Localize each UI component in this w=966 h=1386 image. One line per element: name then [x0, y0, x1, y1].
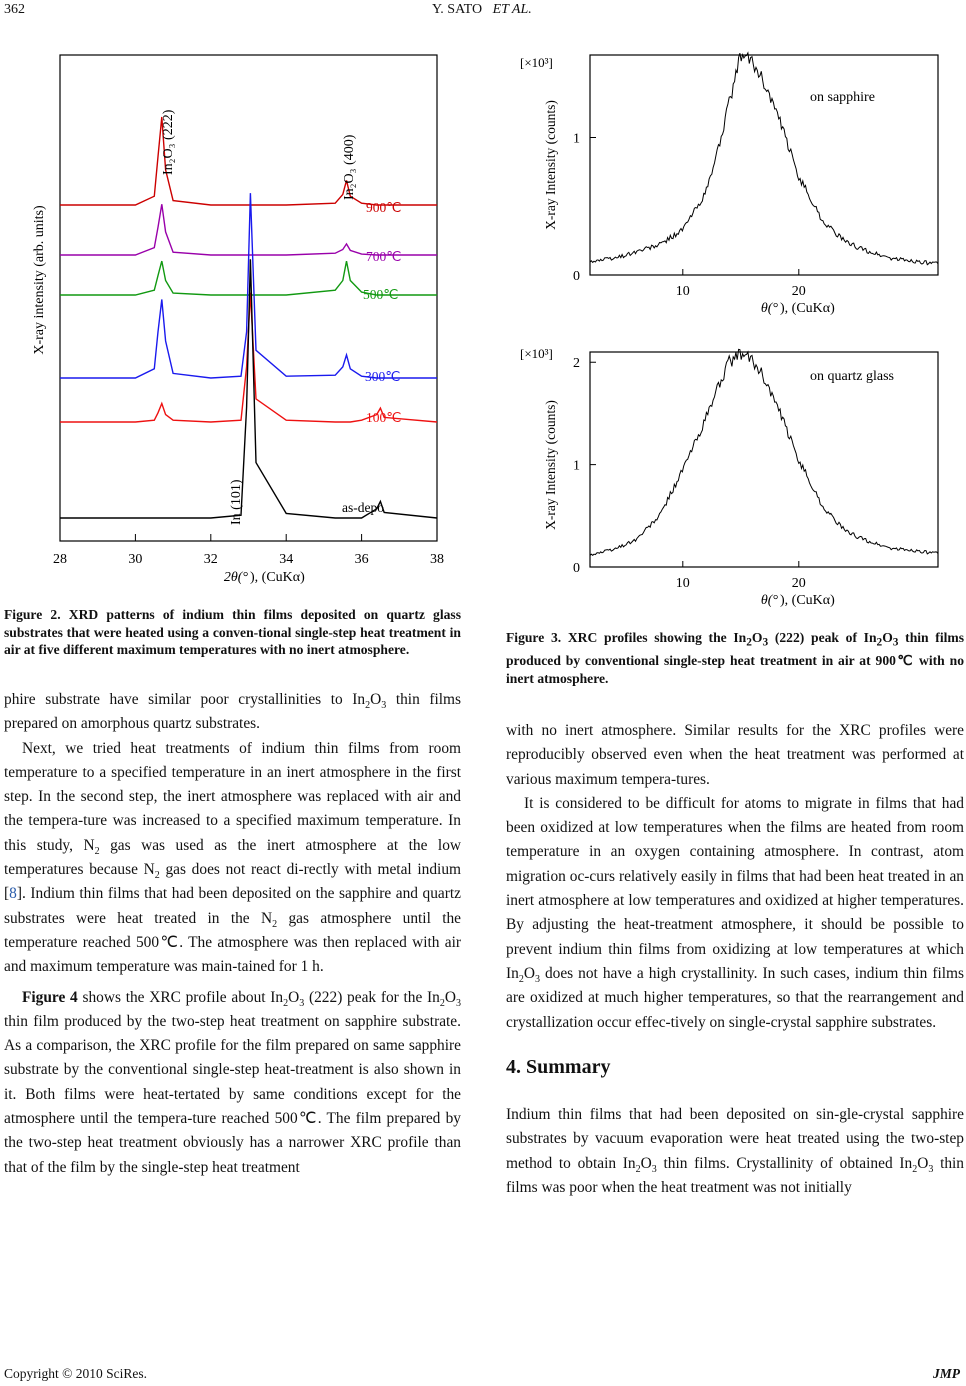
right-column-text: [506, 719, 964, 1200]
peak-label-in2o3-222: In₂O₃ (222): [161, 109, 176, 175]
xrc-quartz-label: on quartz glass: [810, 369, 894, 384]
xrd-y-axis-label: X-ray intensity (arb. units): [32, 205, 47, 355]
xrc-quartz-x-axis-unit: ), (CuKα): [780, 593, 835, 608]
xrd-x-tick-label: 36: [354, 552, 369, 567]
xrc-sapphire-y-tick-label: 0: [573, 269, 580, 284]
xrd-x-tick-label: 38: [430, 552, 444, 567]
curve-label-900: 900℃: [366, 200, 402, 215]
footer-copyright: Copyright © 2010 SciRes.: [4, 1366, 148, 1381]
xrd-x-tick-label: 28: [53, 552, 67, 567]
xrc-sapphire-x-axis-theta: θ(°: [760, 301, 778, 316]
xrc-sapphire-x-axis-unit: ), (CuKα): [780, 301, 835, 316]
paragraph: Figure 4 shows the XRC profile about $In_2O_3$ (222) peak for the $In_2O_3$ thin film produced by the two-step heat treatment on sapphire substrate. As a comparison, the XRC profile for the film prepared on same sapphire substrate by the conventional single-step heat-treatment is also shown in it. Both films were heat-tertated by same conditions except for the atmosphere until the tempera-ture reached 500℃. The film prepared by the two-step heat treatment obviously has a narrower XRC profile than that of the film by the single-step heat treatment: [4, 988, 461, 1176]
running-header-etal: ET AL.: [492, 2, 532, 17]
curve-label-asdepo: as-depo: [342, 500, 384, 515]
xrd-curves: [60, 117, 437, 518]
figure-2-xrd: [0, 40, 470, 600]
curve-label-300: 300℃: [365, 369, 401, 384]
xrc-sapphire-scale: [×10³]: [520, 55, 553, 70]
page-number: 362: [4, 2, 25, 17]
xrc-sapphire-ticks: [573, 132, 806, 300]
xrc-sapphire-x-tick-label: 20: [791, 284, 806, 299]
paragraph: Indium thin films that had been deposited on sin-gle-crystal sapphire substrates by vacuum evaporation were heat treated using the two-step method to obtain $In_2O_3$ thin films. Crystallinity of obtained $In_2O_3$ thin films was poor when the heat treatment was not initially: [506, 1106, 965, 1197]
running-header: [432, 2, 632, 18]
reference-link[interactable]: 8: [9, 885, 17, 903]
xrc-quartz-y-axis-label: X-ray Intensity (counts): [543, 400, 558, 530]
paragraph: It is considered to be difficult for atoms to migrate in films that had been oxidized at low temperatures when the films are heated from room temperature in an oxygen containing atmosphere. In contrast, atom migration oc-curs relatively easily in films that had been heat treated in an inert atmosphere at low temperatures and oxidized at higher temperatures. By adjusting the heat-treatment atmosphere, it should be possible to prevent indium thin films from oxidizing at low temperatures at which $In_2O_3$ does not have a high crystallinity. In such cases, indium thin films are oxidized at much higher temperatures, so that the rearrangement and crystallization occur effec-tively on single-crystal sapphire substrates.: [506, 794, 964, 1031]
paragraph: phire substrate have similar poor crystallinities to $In_2O_3$ thin films prepared on amorphous quartz substrates.: [4, 691, 461, 733]
xrd-x-ticks: [53, 534, 444, 567]
xrc-sapphire-svg: [500, 45, 966, 335]
figure-3-sapphire: [500, 45, 966, 335]
xrd-x-axis-label-theta: 2θ(°: [223, 570, 248, 585]
xrc-quartz-y-tick-label: 2: [573, 356, 580, 372]
xrc-sapphire-curve: [590, 53, 938, 265]
paragraph: Next, we tried heat treatments of indium thin films from room temperature to a specified temperature in an inert atmosphere in the first step. In the second step, the inert atmosphere was replaced with air and the tempera-ture was increased to a specified maximum temperature. In this study, $N_2$ gas was used as the inert atmosphere at the low temperatures because $N_2$ gas does not react di-rectly with metal indium [8]. Indium thin films that had been deposited on the sapphire and quartz substrates were heat treated in the $N_2$ gas atmosphere until the temperature reached 500℃. The atmosphere was then replaced with air and maximum temperature was main-tained for 1 h.: [4, 739, 462, 976]
figure-2-caption: Figure 2. XRD patterns of indium thin films deposited on quartz glass substrates that were heated using a conven-tional single-step heat treatment in air at five different maximum temperatures with no inert atmosphere.: [4, 607, 461, 657]
section-heading: 4. Summary: [506, 1055, 611, 1078]
xrd-chart-svg: [0, 40, 470, 600]
xrc-sapphire-x-tick-label: 10: [675, 284, 690, 299]
left-column-text: [4, 688, 461, 1180]
xrc-quartz-x-tick-label: 20: [791, 576, 806, 591]
footer-journal: JMP: [933, 1366, 960, 1381]
figure-4-reference[interactable]: Figure 4: [22, 988, 78, 1006]
xrc-quartz-x-axis-theta: θ(°: [760, 593, 778, 608]
figure-3-caption: Figure 3. XRC profiles showing the $In_2O_3$ (222) peak of $In_2O_3$ thin films produced by conventional single-step heat treatment in air at 900℃ with no inert atmosphere.: [506, 630, 964, 686]
xrd-x-tick-label: 34: [279, 552, 294, 567]
running-header-authors: Y. SATO: [432, 2, 483, 17]
peak-label-in2o3-400: In₂O₃ (400): [342, 134, 357, 200]
xrc-quartz-svg: [500, 340, 966, 610]
xrc-quartz-y-tick-label: 1: [573, 458, 580, 474]
curve-label-700: 700℃: [366, 249, 402, 264]
xrd-x-axis-label-unit: ), (CuKα): [250, 570, 305, 585]
peak-label-in-101: In (101): [229, 479, 244, 525]
xrc-sapphire-y-axis-label: X-ray Intensity (counts): [543, 100, 558, 230]
xrc-sapphire-label: on sapphire: [810, 90, 875, 105]
curve-label-100: 100℃: [366, 410, 402, 425]
curve-label-500: 500℃: [363, 287, 399, 302]
figure-3-quartz: [500, 340, 966, 610]
xrc-quartz-x-tick-label: 10: [675, 576, 690, 591]
paragraph: with no inert atmosphere. Similar results for the XRC profiles were reproducibly observed even when the heat treatment was performed at various maximum tempera-tures.: [506, 722, 964, 788]
xrc-quartz-y-tick-label: 0: [573, 561, 580, 576]
xrd-x-tick-label: 32: [203, 552, 218, 567]
xrd-x-tick-label: 30: [128, 552, 143, 567]
xrc-quartz-scale: [×10³]: [520, 346, 553, 361]
xrd-series-line: [60, 117, 437, 205]
xrc-quartz-ticks: [573, 356, 806, 591]
xrc-sapphire-y-tick-label: 1: [573, 131, 580, 147]
